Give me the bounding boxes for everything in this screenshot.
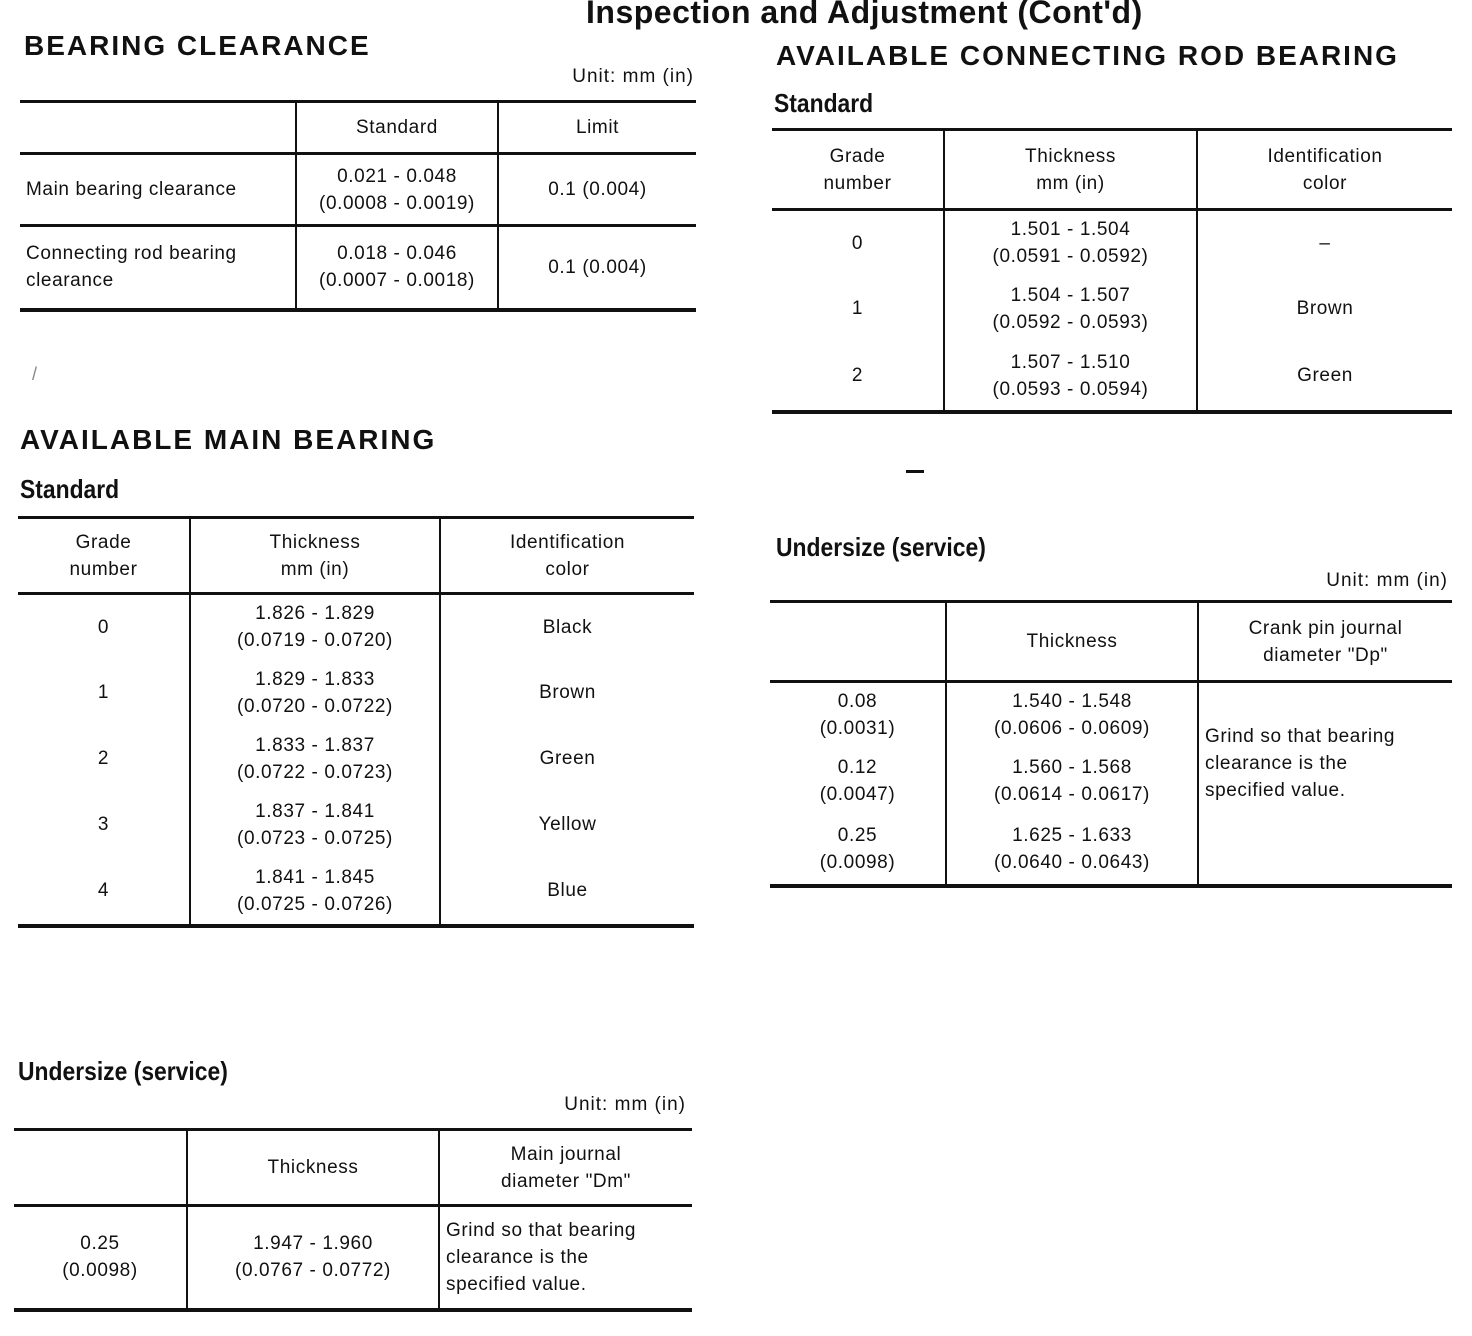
header-cell: Crank pin journal diameter "Dp"	[1198, 602, 1452, 682]
size-cell: 0.12 (0.0047)	[819, 756, 896, 805]
note-cell: Grind so that bearing clearance is the specified value.	[439, 1206, 692, 1310]
size-cell: 0.25 (0.0098)	[62, 1233, 138, 1282]
main-bearing-title: AVAILABLE MAIN BEARING	[20, 424, 437, 455]
bearing-clearance-unit: Unit: mm (in)	[572, 66, 694, 87]
thickness-cell: 1.560 - 1.568 (0.0614 - 0.0617)	[946, 748, 1198, 814]
main-undersize-unit: Unit: mm (in)	[564, 1094, 686, 1115]
table-header-row	[18, 518, 694, 594]
size-cell: 0.25 (0.0098)	[819, 824, 896, 873]
main-bearing-table	[18, 516, 694, 928]
table-row	[770, 682, 1452, 748]
thickness-cell: 1.507 - 1.510 (0.0593 - 0.0594)	[944, 342, 1197, 412]
header-cell: Identification color	[1197, 130, 1452, 210]
conrod-undersize-table	[770, 600, 1452, 888]
color-cell: Green	[1197, 342, 1452, 412]
table-row	[18, 792, 694, 858]
color-cell: Blue	[440, 858, 694, 926]
table-row	[18, 726, 694, 792]
grade-cell: 0	[851, 232, 864, 254]
grade-cell: 3	[97, 814, 110, 835]
thickness-cell: 1.540 - 1.548 (0.0606 - 0.0609)	[946, 682, 1198, 748]
table-row	[18, 660, 694, 726]
color-cell: Brown	[1197, 276, 1452, 342]
header-cell: Grade number	[18, 518, 190, 594]
header-cell: Standard	[296, 102, 498, 154]
thickness-cell: 1.947 - 1.960 (0.0767 - 0.0772)	[187, 1206, 439, 1310]
header-cell: Thickness mm (in)	[944, 130, 1197, 210]
color-cell: Green	[440, 726, 694, 792]
size-cell: 0.08 (0.0031)	[819, 691, 896, 740]
grade-cell: 2	[851, 365, 864, 386]
conrod-undersize-unit: Unit: mm (in)	[1326, 570, 1448, 591]
color-cell: Black	[440, 594, 694, 660]
color-cell: –	[1197, 210, 1452, 276]
table-header-row	[772, 130, 1452, 210]
header-cell	[14, 1130, 187, 1206]
grade-cell: 1	[851, 298, 864, 319]
thickness-cell: 1.501 - 1.504 (0.0591 - 0.0592)	[944, 210, 1197, 276]
table-header-row	[20, 102, 696, 154]
standard-cell: 0.018 - 0.046 (0.0007 - 0.0018)	[296, 226, 498, 310]
table-row	[772, 210, 1452, 276]
page-title: Inspection and Adjustment (Cont'd)	[586, 0, 1143, 30]
conrod-undersize-title: Undersize (service)	[776, 532, 986, 562]
table-row	[20, 226, 696, 310]
item-cell: Main bearing clearance	[20, 154, 296, 226]
header-cell: Thickness	[187, 1130, 439, 1206]
header-cell: Identification color	[440, 518, 694, 594]
table-row	[18, 594, 694, 660]
thickness-cell: 1.625 - 1.633 (0.0640 - 0.0643)	[946, 814, 1198, 886]
table-header-row	[770, 602, 1452, 682]
main-undersize-table	[14, 1128, 692, 1312]
bearing-clearance-table	[20, 100, 696, 312]
main-bearing-standard-title: Standard	[20, 474, 120, 504]
table-row	[20, 154, 696, 226]
note-cell: Grind so that bearing clearance is the specified value.	[1198, 682, 1452, 886]
bearing-clearance-title: BEARING CLEARANCE	[24, 30, 371, 61]
thickness-cell: 1.504 - 1.507 (0.0592 - 0.0593)	[944, 276, 1197, 342]
thickness-cell: 1.829 - 1.833 (0.0720 - 0.0722)	[190, 660, 440, 726]
grade-cell: 0	[97, 616, 110, 638]
item-cell: Connecting rod bearing clearance	[26, 243, 237, 292]
header-cell: Limit	[498, 102, 696, 154]
header-cell	[770, 602, 946, 682]
table-header-row	[14, 1130, 692, 1206]
thickness-cell: 1.841 - 1.845 (0.0725 - 0.0726)	[190, 858, 440, 926]
limit-cell: 0.1 (0.004)	[498, 226, 696, 310]
grade-cell: 2	[97, 748, 110, 769]
dash-mark	[906, 470, 924, 473]
header-cell	[20, 102, 296, 154]
conrod-standard-title: Standard	[774, 88, 874, 118]
limit-cell: 0.1 (0.004)	[498, 154, 696, 226]
main-undersize-title: Undersize (service)	[18, 1056, 228, 1086]
table-row	[772, 342, 1452, 412]
table-row	[18, 858, 694, 926]
conrod-bearing-title: AVAILABLE CONNECTING ROD BEARING	[776, 40, 1399, 71]
grade-cell: 4	[97, 880, 110, 901]
color-cell: Yellow	[440, 792, 694, 858]
header-cell: Thickness	[946, 602, 1198, 682]
stray-mark: /	[32, 364, 38, 384]
header-cell: Thickness mm (in)	[190, 518, 440, 594]
thickness-cell: 1.833 - 1.837 (0.0722 - 0.0723)	[190, 726, 440, 792]
color-cell: Brown	[440, 660, 694, 726]
header-cell: Main journal diameter "Dm"	[439, 1130, 692, 1206]
grade-cell: 1	[97, 682, 110, 703]
thickness-cell: 1.826 - 1.829 (0.0719 - 0.0720)	[190, 594, 440, 660]
conrod-bearing-table	[772, 128, 1452, 414]
header-cell: Grade number	[772, 130, 944, 210]
table-row	[14, 1206, 692, 1310]
standard-cell: 0.021 - 0.048 (0.0008 - 0.0019)	[296, 154, 498, 226]
thickness-cell: 1.837 - 1.841 (0.0723 - 0.0725)	[190, 792, 440, 858]
table-row	[772, 276, 1452, 342]
